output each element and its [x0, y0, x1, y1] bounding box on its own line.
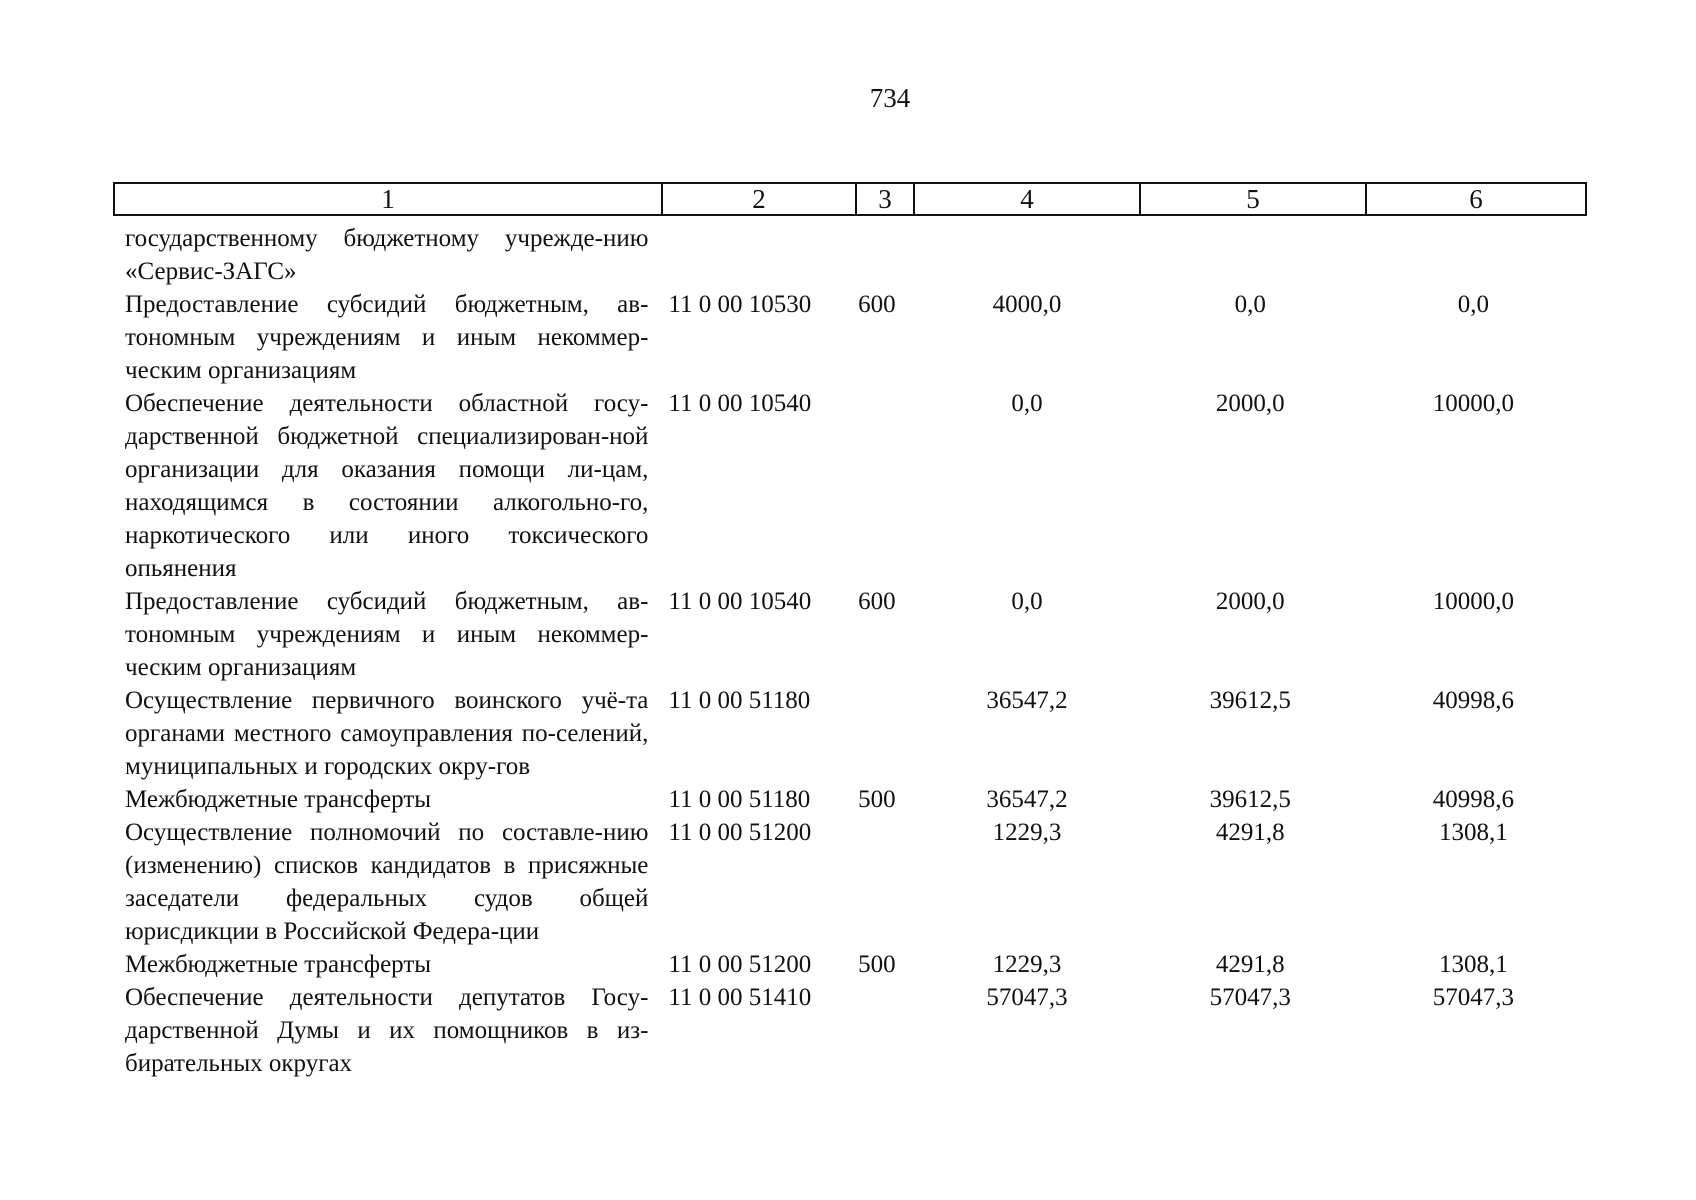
table-body	[113, 222, 1585, 1080]
row-value-6: 10000,0	[1432, 588, 1515, 615]
row-value-5: 39612,5	[1209, 687, 1291, 714]
row-value-5: 4291,8	[1215, 951, 1285, 978]
row-value-5: 39612,5	[1209, 786, 1291, 813]
row-code: 11 0 00 51200	[668, 819, 812, 846]
row-value-6: 40998,6	[1432, 687, 1515, 714]
table-row	[113, 783, 1585, 816]
row-code: 11 0 00 10540	[668, 390, 812, 417]
row-value-6: 0,0	[1457, 291, 1490, 318]
row-value-4: 36547,2	[986, 687, 1068, 714]
table-row	[113, 948, 1585, 981]
table-row	[113, 387, 1585, 585]
row-value-4: 0,0	[1011, 588, 1043, 615]
column-header-6: 6	[1366, 183, 1586, 215]
table-row	[113, 585, 1585, 684]
table-row	[113, 684, 1585, 783]
column-header-3: 3	[856, 183, 914, 215]
row-value-4: 1229,3	[992, 819, 1062, 846]
row-code: 11 0 00 51180	[668, 687, 811, 714]
table-row	[113, 816, 1585, 948]
row-value-6: 1308,1	[1439, 819, 1508, 846]
row-name: Обеспечение деятельности депутатов Госу-дарственной Думы и их помощников в из-бирательных округах	[125, 984, 649, 1077]
row-value-4: 0,0	[1011, 390, 1043, 417]
row-value-6: 1308,1	[1439, 951, 1508, 978]
row-code: 11 0 00 10530	[668, 291, 812, 318]
row-code: 11 0 00 10540	[668, 588, 812, 615]
column-header-1: 1	[114, 183, 662, 215]
column-header-row	[114, 183, 1586, 215]
row-value-6: 10000,0	[1432, 390, 1515, 417]
row-value-5: 2000,0	[1215, 390, 1285, 417]
row-name: Межбюджетные трансферты	[125, 786, 432, 813]
row-code: 11 0 00 51180	[668, 786, 811, 813]
row-value-6: 40998,6	[1432, 786, 1515, 813]
row-value-6: 57047,3	[1432, 984, 1515, 1011]
page-number-text: 734	[869, 83, 911, 113]
row-type: 600	[858, 291, 896, 318]
table-row	[113, 288, 1585, 387]
row-name: Осуществление полномочий по составле-нию (изменению) списков кандидатов в присяжные заседатели федеральных судов общей юрисдикции в Российской Федера-ции	[125, 819, 649, 945]
row-type: 500	[858, 786, 896, 813]
column-header-2: 2	[662, 183, 856, 215]
row-value-4: 4000,0	[992, 291, 1062, 318]
column-header-5: 5	[1140, 183, 1366, 215]
column-header-table	[113, 182, 1587, 216]
row-name: Обеспечение деятельности областной госу-дарственной бюджетной специализирован-ной организации для оказания помощи ли-цам, находящимся в состоянии алкогольно-го, наркотического или иного токсического опьянения	[125, 390, 649, 582]
table-row	[113, 222, 1585, 288]
row-value-5: 0,0	[1234, 291, 1266, 318]
row-code: 11 0 00 51200	[668, 951, 812, 978]
row-name: Осуществление первичного воинского учё-та органами местного самоуправления по-селений, муниципальных и городских окру-гов	[125, 687, 649, 780]
row-name: Межбюджетные трансферты	[125, 951, 432, 978]
table-row	[113, 981, 1585, 1080]
row-code: 11 0 00 51410	[668, 984, 812, 1011]
row-name: государственному бюджетному учрежде-нию «Сервис-ЗАГС»	[125, 225, 649, 285]
column-header-4: 4	[914, 183, 1140, 215]
row-value-4: 36547,2	[986, 786, 1068, 813]
row-type: 500	[858, 951, 896, 978]
row-value-5: 4291,8	[1215, 819, 1285, 846]
row-name: Предоставление субсидий бюджетным, ав-тономным учреждениям и иным некоммер-ческим организациям	[125, 291, 649, 384]
page-number	[0, 82, 1696, 114]
row-name: Предоставление субсидий бюджетным, ав-тономным учреждениям и иным некоммер-ческим организациям	[125, 588, 649, 681]
row-type: 600	[858, 588, 896, 615]
row-value-4: 57047,3	[986, 984, 1068, 1011]
row-value-5: 57047,3	[1209, 984, 1291, 1011]
row-value-4: 1229,3	[992, 951, 1062, 978]
row-value-5: 2000,0	[1215, 588, 1285, 615]
